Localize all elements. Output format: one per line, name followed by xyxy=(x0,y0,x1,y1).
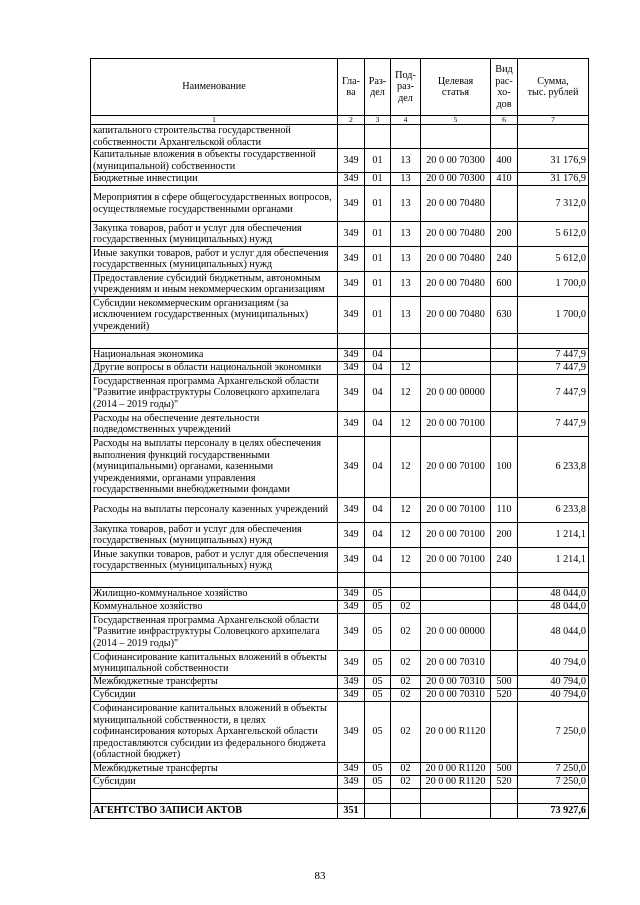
cell-expense-type: 240 xyxy=(491,247,518,272)
column-number: 4 xyxy=(391,116,421,125)
cell-name: Коммунальное хозяйство xyxy=(91,601,338,614)
cell-target-article: 20 0 00 00000 xyxy=(421,375,491,412)
cell-podrazdel: 12 xyxy=(391,412,421,437)
cell-expense-type: 100 xyxy=(491,437,518,498)
cell-name: Закупка товаров, работ и услуг для обеспечения государственных (муниципальных) нужд xyxy=(91,523,338,548)
cell-name: Субсидии некоммерческим организациям (за исключением государственных (муниципальных) учреждений) xyxy=(91,297,338,334)
table-row xyxy=(91,763,589,776)
cell-amount: 5 612,0 xyxy=(518,222,589,247)
cell-target-article: 20 0 00 70480 xyxy=(421,186,491,222)
cell-podrazdel: 02 xyxy=(391,651,421,676)
cell-target-article: 20 0 00 70480 xyxy=(421,222,491,247)
cell-glava: 349 xyxy=(338,651,365,676)
cell-amount: 1 214,1 xyxy=(518,548,589,573)
cell-razdel: 01 xyxy=(365,149,391,173)
cell-expense-type xyxy=(491,651,518,676)
cell-razdel: 04 xyxy=(365,437,391,498)
cell-podrazdel: 12 xyxy=(391,362,421,375)
cell-target-article: 20 0 00 70100 xyxy=(421,548,491,573)
column-number: 6 xyxy=(491,116,518,125)
cell-podrazdel: 13 xyxy=(391,297,421,334)
cell-razdel: 01 xyxy=(365,297,391,334)
cell-razdel xyxy=(365,125,391,149)
table-row xyxy=(91,349,589,362)
cell-razdel: 05 xyxy=(365,763,391,776)
cell-razdel: 04 xyxy=(365,548,391,573)
cell-razdel: 01 xyxy=(365,222,391,247)
cell-glava: 349 xyxy=(338,349,365,362)
cell-podrazdel xyxy=(391,804,421,819)
cell-glava: 349 xyxy=(338,375,365,412)
cell-target-article xyxy=(421,362,491,375)
table-row xyxy=(91,676,589,689)
cell-expense-type xyxy=(491,702,518,763)
page-number: 83 xyxy=(314,870,326,882)
cell-glava: 349 xyxy=(338,272,365,297)
column-number: 1 xyxy=(91,116,338,125)
cell-target-article: 20 0 00 70300 xyxy=(421,149,491,173)
cell-name: Государственная программа Архангельской области "Развитие инфраструктуры Соловецкого архипелага (2014 – 2019 годы)" xyxy=(91,614,338,651)
table-row xyxy=(91,125,589,149)
cell-glava: 349 xyxy=(338,362,365,375)
cell-amount: 7 447,9 xyxy=(518,362,589,375)
cell-glava: 349 xyxy=(338,412,365,437)
table-row xyxy=(91,375,589,412)
cell-podrazdel: 12 xyxy=(391,375,421,412)
cell-amount: 7 250,0 xyxy=(518,776,589,789)
cell-expense-type xyxy=(491,375,518,412)
cell-name: Софинансирование капитальных вложений в объекты муниципальной собственности, в целях софинансирования которых Архангельской области предоставляются субсидии из федерального бюджета (областной бюджет) xyxy=(91,702,338,763)
cell-name: Расходы на выплаты персоналу казенных учреждений xyxy=(91,498,338,523)
cell-name: Расходы на выплаты персоналу в целях обеспечения выполнения функций государственными (муниципальными) органами, казенными учреждениями, органами управления государственными внебюджетными фондами xyxy=(91,437,338,498)
cell-glava: 349 xyxy=(338,601,365,614)
cell-razdel: 01 xyxy=(365,173,391,186)
cell-podrazdel: 02 xyxy=(391,601,421,614)
cell-glava: 349 xyxy=(338,702,365,763)
cell-name: Расходы на обеспечение деятельности подведомственных учреждений xyxy=(91,412,338,437)
cell-amount: 48 044,0 xyxy=(518,614,589,651)
cell-target-article: 20 0 00 R1120 xyxy=(421,702,491,763)
cell-amount: 1 700,0 xyxy=(518,272,589,297)
cell-name: Государственная программа Архангельской области "Развитие инфраструктуры Соловецкого архипелага (2014 – 2019 годы)" xyxy=(91,375,338,412)
cell-expense-type xyxy=(491,349,518,362)
cell-target-article: 20 0 00 00000 xyxy=(421,614,491,651)
cell-glava: 349 xyxy=(338,297,365,334)
cell-name: Софинансирование капитальных вложений в объекты муниципальной собственности xyxy=(91,651,338,676)
cell-name xyxy=(91,789,338,804)
cell-amount: 73 927,6 xyxy=(518,804,589,819)
table-row xyxy=(91,702,589,763)
table-body xyxy=(91,125,589,819)
cell-podrazdel xyxy=(391,334,421,349)
cell-amount: 5 612,0 xyxy=(518,247,589,272)
cell-target-article xyxy=(421,804,491,819)
cell-target-article xyxy=(421,334,491,349)
column-number: 7 xyxy=(518,116,589,125)
header-name: Наименование xyxy=(91,59,338,116)
cell-glava: 349 xyxy=(338,776,365,789)
cell-expense-type: 400 xyxy=(491,149,518,173)
table-row xyxy=(91,573,589,588)
cell-glava xyxy=(338,334,365,349)
cell-razdel: 01 xyxy=(365,247,391,272)
cell-target-article: 20 0 00 70310 xyxy=(421,651,491,676)
cell-glava: 349 xyxy=(338,498,365,523)
cell-expense-type xyxy=(491,614,518,651)
header-amount: Сумма, тыс. рублей xyxy=(518,59,589,116)
cell-amount xyxy=(518,334,589,349)
cell-expense-type xyxy=(491,186,518,222)
cell-glava: 349 xyxy=(338,149,365,173)
column-number: 2 xyxy=(338,116,365,125)
cell-name: Капитальные вложения в объекты государственной (муниципальной) собственности xyxy=(91,149,338,173)
cell-razdel: 05 xyxy=(365,601,391,614)
table-row xyxy=(91,297,589,334)
header-glava: Гла- ва xyxy=(338,59,365,116)
cell-target-article xyxy=(421,601,491,614)
cell-podrazdel: 02 xyxy=(391,676,421,689)
table-row xyxy=(91,173,589,186)
cell-razdel: 01 xyxy=(365,186,391,222)
cell-amount: 1 214,1 xyxy=(518,523,589,548)
cell-podrazdel: 13 xyxy=(391,173,421,186)
cell-name: Бюджетные инвестиции xyxy=(91,173,338,186)
cell-podrazdel xyxy=(391,588,421,601)
cell-amount: 48 044,0 xyxy=(518,588,589,601)
cell-amount: 7 250,0 xyxy=(518,702,589,763)
cell-expense-type: 200 xyxy=(491,523,518,548)
cell-podrazdel xyxy=(391,349,421,362)
table-row xyxy=(91,548,589,573)
budget-table xyxy=(90,58,589,819)
cell-target-article: 20 0 00 70300 xyxy=(421,173,491,186)
cell-expense-type xyxy=(491,362,518,375)
cell-glava: 349 xyxy=(338,548,365,573)
cell-name: Предоставление субсидий бюджетным, автономным учреждениям и иным некоммерческим организациям xyxy=(91,272,338,297)
table-row xyxy=(91,498,589,523)
cell-razdel xyxy=(365,573,391,588)
table-row xyxy=(91,247,589,272)
cell-target-article xyxy=(421,789,491,804)
cell-podrazdel: 13 xyxy=(391,149,421,173)
cell-name: Межбюджетные трансферты xyxy=(91,763,338,776)
cell-expense-type xyxy=(491,804,518,819)
column-number-row xyxy=(91,116,589,125)
cell-expense-type xyxy=(491,588,518,601)
table-row xyxy=(91,689,589,702)
cell-podrazdel: 13 xyxy=(391,272,421,297)
cell-name: Жилищно-коммунальное хозяйство xyxy=(91,588,338,601)
cell-razdel: 04 xyxy=(365,362,391,375)
cell-podrazdel: 13 xyxy=(391,222,421,247)
cell-target-article: 20 0 00 70100 xyxy=(421,523,491,548)
header-target-article: Целевая статья xyxy=(421,59,491,116)
cell-expense-type: 110 xyxy=(491,498,518,523)
cell-expense-type: 500 xyxy=(491,676,518,689)
cell-glava xyxy=(338,573,365,588)
cell-podrazdel: 13 xyxy=(391,247,421,272)
cell-expense-type: 520 xyxy=(491,689,518,702)
cell-podrazdel xyxy=(391,125,421,149)
table-row xyxy=(91,412,589,437)
table-row xyxy=(91,804,589,819)
cell-razdel xyxy=(365,789,391,804)
cell-podrazdel: 02 xyxy=(391,614,421,651)
cell-amount: 7 250,0 xyxy=(518,763,589,776)
cell-razdel: 04 xyxy=(365,412,391,437)
cell-razdel: 05 xyxy=(365,614,391,651)
table-row xyxy=(91,334,589,349)
cell-glava xyxy=(338,789,365,804)
cell-expense-type: 240 xyxy=(491,548,518,573)
cell-name: Межбюджетные трансферты xyxy=(91,676,338,689)
cell-amount: 6 233,8 xyxy=(518,498,589,523)
cell-target-article: 20 0 00 70100 xyxy=(421,412,491,437)
cell-razdel: 05 xyxy=(365,588,391,601)
cell-podrazdel: 12 xyxy=(391,548,421,573)
cell-amount: 40 794,0 xyxy=(518,651,589,676)
cell-expense-type xyxy=(491,125,518,149)
table-row xyxy=(91,523,589,548)
cell-glava: 349 xyxy=(338,173,365,186)
cell-name: Мероприятия в сфере общегосударственных вопросов, осуществляемые государственными органами xyxy=(91,186,338,222)
cell-podrazdel: 02 xyxy=(391,763,421,776)
cell-expense-type xyxy=(491,573,518,588)
table-row xyxy=(91,776,589,789)
table-row xyxy=(91,789,589,804)
cell-podrazdel: 12 xyxy=(391,437,421,498)
cell-glava xyxy=(338,125,365,149)
cell-target-article: 20 0 00 70100 xyxy=(421,437,491,498)
cell-glava: 349 xyxy=(338,676,365,689)
cell-glava: 349 xyxy=(338,763,365,776)
cell-target-article: 20 0 00 70480 xyxy=(421,272,491,297)
cell-amount: 7 312,0 xyxy=(518,186,589,222)
cell-razdel xyxy=(365,334,391,349)
cell-amount: 40 794,0 xyxy=(518,689,589,702)
cell-podrazdel xyxy=(391,573,421,588)
cell-glava: 349 xyxy=(338,614,365,651)
header-podrazdel: Под- раз- дел xyxy=(391,59,421,116)
cell-expense-type: 500 xyxy=(491,763,518,776)
cell-expense-type xyxy=(491,601,518,614)
cell-expense-type xyxy=(491,789,518,804)
cell-target-article: 20 0 00 70480 xyxy=(421,247,491,272)
cell-glava: 351 xyxy=(338,804,365,819)
cell-razdel: 05 xyxy=(365,676,391,689)
table-row xyxy=(91,222,589,247)
cell-name: Закупка товаров, работ и услуг для обеспечения государственных (муниципальных) нужд xyxy=(91,222,338,247)
cell-name: АГЕНТСТВО ЗАПИСИ АКТОВ xyxy=(91,804,338,819)
cell-target-article: 20 0 00 70100 xyxy=(421,498,491,523)
cell-razdel: 04 xyxy=(365,523,391,548)
table-row xyxy=(91,362,589,375)
cell-glava: 349 xyxy=(338,186,365,222)
header-expense-type: Вид рас- хо- дов xyxy=(491,59,518,116)
cell-amount: 31 176,9 xyxy=(518,149,589,173)
cell-name: Иные закупки товаров, работ и услуг для обеспечения государственных (муниципальных) нужд xyxy=(91,548,338,573)
cell-target-article: 20 0 00 R1120 xyxy=(421,763,491,776)
cell-podrazdel: 02 xyxy=(391,776,421,789)
cell-razdel: 04 xyxy=(365,349,391,362)
cell-glava: 349 xyxy=(338,689,365,702)
cell-expense-type: 410 xyxy=(491,173,518,186)
cell-target-article xyxy=(421,588,491,601)
cell-target-article: 20 0 00 R1120 xyxy=(421,776,491,789)
header-row xyxy=(91,59,589,116)
cell-amount: 31 176,9 xyxy=(518,173,589,186)
cell-razdel xyxy=(365,804,391,819)
cell-razdel: 05 xyxy=(365,689,391,702)
cell-razdel: 04 xyxy=(365,375,391,412)
cell-razdel: 05 xyxy=(365,776,391,789)
cell-amount: 6 233,8 xyxy=(518,437,589,498)
cell-expense-type xyxy=(491,334,518,349)
table-row xyxy=(91,601,589,614)
cell-razdel: 04 xyxy=(365,498,391,523)
table-row xyxy=(91,651,589,676)
cell-glava: 349 xyxy=(338,437,365,498)
table-row xyxy=(91,149,589,173)
cell-target-article: 20 0 00 70310 xyxy=(421,676,491,689)
cell-glava: 349 xyxy=(338,247,365,272)
cell-podrazdel: 12 xyxy=(391,498,421,523)
cell-target-article: 20 0 00 70480 xyxy=(421,297,491,334)
cell-amount xyxy=(518,125,589,149)
cell-podrazdel: 12 xyxy=(391,523,421,548)
cell-razdel: 05 xyxy=(365,702,391,763)
cell-podrazdel: 02 xyxy=(391,689,421,702)
cell-podrazdel xyxy=(391,789,421,804)
cell-target-article xyxy=(421,125,491,149)
cell-expense-type: 630 xyxy=(491,297,518,334)
cell-razdel: 05 xyxy=(365,651,391,676)
cell-expense-type: 200 xyxy=(491,222,518,247)
cell-amount xyxy=(518,789,589,804)
cell-name: капитального строительства государственной собственности Архангельской области xyxy=(91,125,338,149)
table-row xyxy=(91,588,589,601)
cell-amount: 1 700,0 xyxy=(518,297,589,334)
cell-target-article xyxy=(421,573,491,588)
cell-amount: 40 794,0 xyxy=(518,676,589,689)
cell-expense-type xyxy=(491,412,518,437)
cell-name xyxy=(91,573,338,588)
cell-expense-type: 600 xyxy=(491,272,518,297)
cell-name: Национальная экономика xyxy=(91,349,338,362)
cell-expense-type: 520 xyxy=(491,776,518,789)
table-row xyxy=(91,186,589,222)
table-row xyxy=(91,272,589,297)
cell-target-article xyxy=(421,349,491,362)
cell-name: Другие вопросы в области национальной экономики xyxy=(91,362,338,375)
column-number: 5 xyxy=(421,116,491,125)
cell-name: Иные закупки товаров, работ и услуг для обеспечения государственных (муниципальных) нужд xyxy=(91,247,338,272)
cell-razdel: 01 xyxy=(365,272,391,297)
cell-amount xyxy=(518,573,589,588)
table-row xyxy=(91,614,589,651)
cell-glava: 349 xyxy=(338,222,365,247)
cell-name: Субсидии xyxy=(91,689,338,702)
cell-name: Субсидии xyxy=(91,776,338,789)
cell-amount: 7 447,9 xyxy=(518,349,589,362)
column-number: 3 xyxy=(365,116,391,125)
header-razdel: Раз- дел xyxy=(365,59,391,116)
cell-name xyxy=(91,334,338,349)
cell-glava: 349 xyxy=(338,588,365,601)
cell-podrazdel: 13 xyxy=(391,186,421,222)
table-row xyxy=(91,437,589,498)
cell-podrazdel: 02 xyxy=(391,702,421,763)
cell-amount: 48 044,0 xyxy=(518,601,589,614)
cell-target-article: 20 0 00 70310 xyxy=(421,689,491,702)
cell-amount: 7 447,9 xyxy=(518,412,589,437)
cell-amount: 7 447,9 xyxy=(518,375,589,412)
cell-glava: 349 xyxy=(338,523,365,548)
